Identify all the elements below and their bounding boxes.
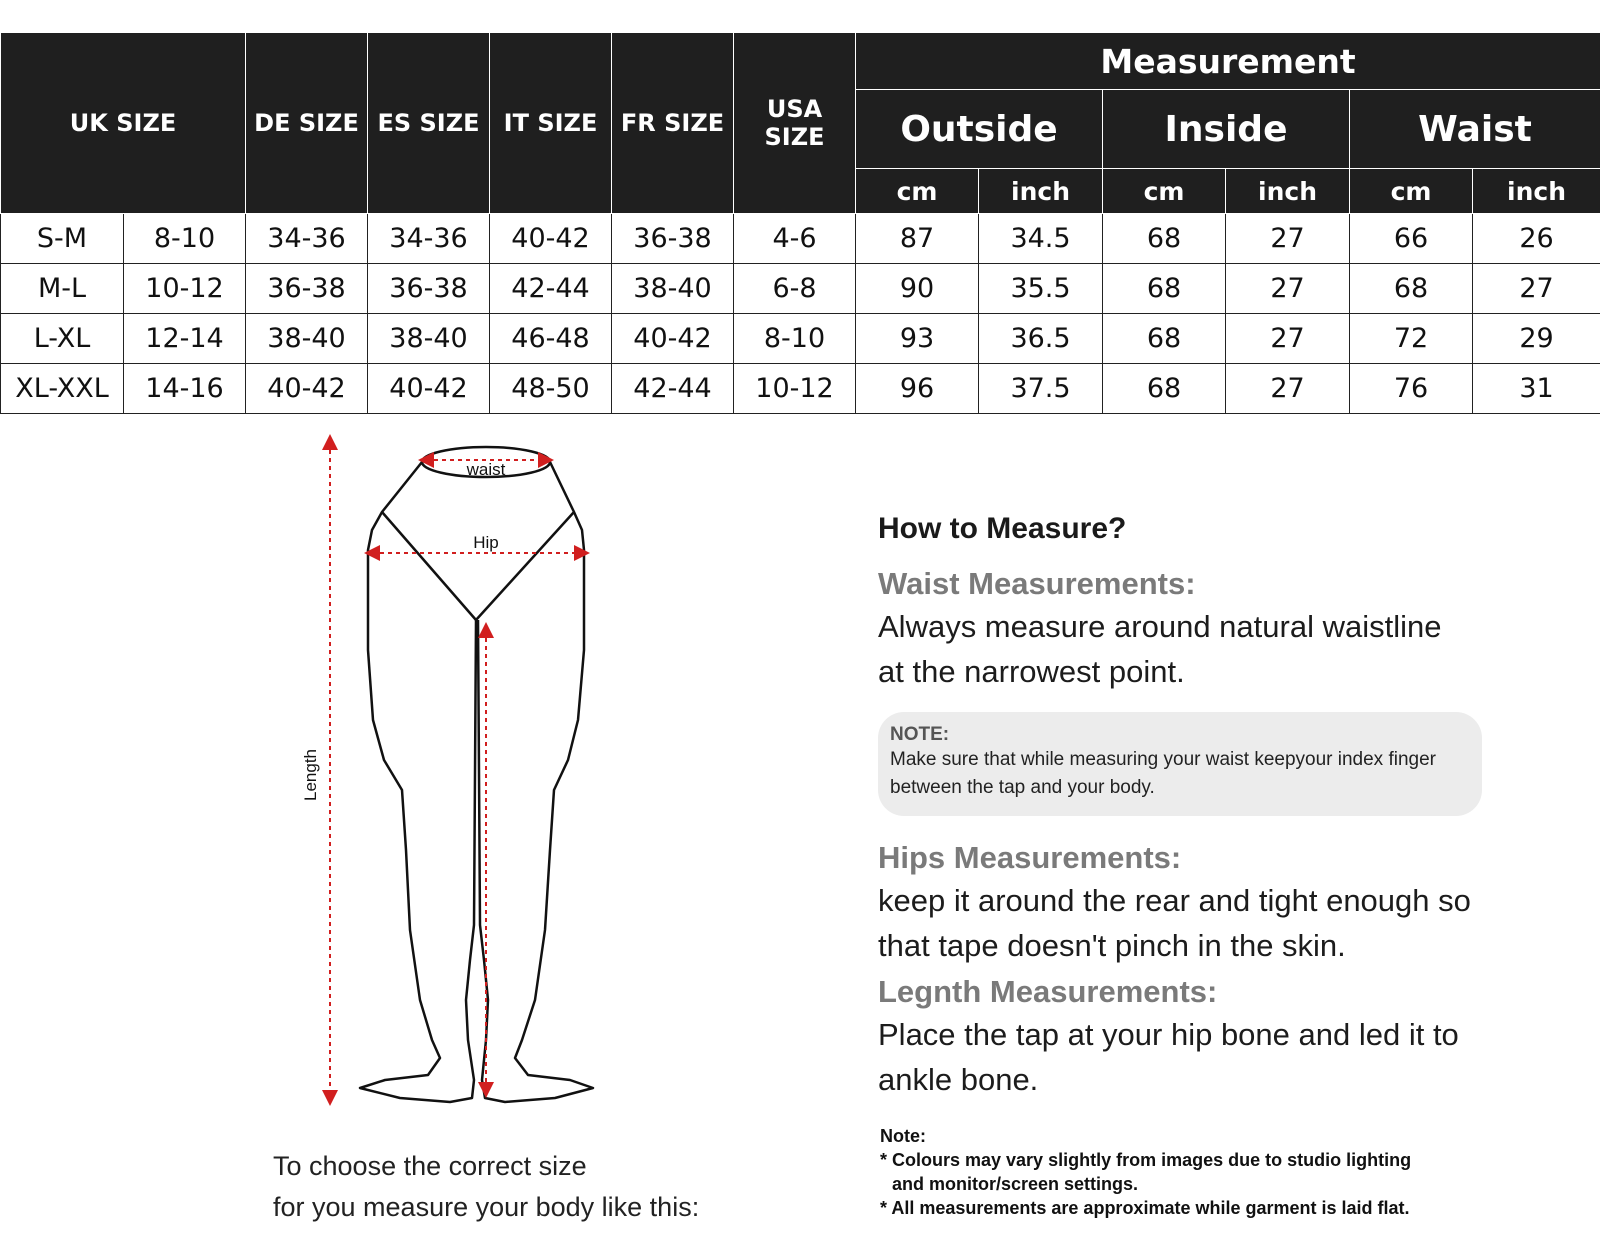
waist-header: Waist xyxy=(1350,90,1600,169)
it-size-cell: 48-50 xyxy=(490,364,612,414)
inside-cm-cell: 68 xyxy=(1103,264,1226,314)
diagram-caption xyxy=(273,1146,699,1228)
fr-size-cell: 42-44 xyxy=(612,364,734,414)
waist-inch-header: inch xyxy=(1473,169,1600,214)
hips-measurements-line-2: that tape doesn't pinch in the skin. xyxy=(878,928,1346,963)
it-size-cell: 42-44 xyxy=(490,264,612,314)
outside-inch-cell: 35.5 xyxy=(979,264,1103,314)
waist-inch-cell: 29 xyxy=(1473,314,1600,364)
size-rows xyxy=(1,214,1600,414)
caption-line-1: To choose the correct size xyxy=(273,1151,587,1181)
inside-cm-cell: 68 xyxy=(1103,314,1226,364)
uk-size-cell: 14-16 xyxy=(124,364,246,414)
inside-cm-cell: 68 xyxy=(1103,364,1226,414)
size-row xyxy=(1,364,1600,414)
fine-print-line-1: * Colours may vary slightly from images due to studio lighting xyxy=(880,1150,1412,1170)
uk-size-cell: 8-10 xyxy=(124,214,246,264)
uk-letter-cell: L-XL xyxy=(1,314,124,364)
inside-inch-cell: 27 xyxy=(1226,314,1350,364)
waist-cm-cell: 68 xyxy=(1350,264,1473,314)
uk-size-cell: 12-14 xyxy=(124,314,246,364)
inside-header: Inside xyxy=(1103,90,1350,169)
fine-print-heading: Note: xyxy=(880,1126,926,1146)
inside-inch-cell: 27 xyxy=(1226,364,1350,414)
it-size-cell: 46-48 xyxy=(490,314,612,364)
outside-cm-header: cm xyxy=(856,169,979,214)
uk-letter-cell: S-M xyxy=(1,214,124,264)
uk-size-header: UK SIZE xyxy=(1,33,246,214)
waist-cm-cell: 66 xyxy=(1350,214,1473,264)
note-line-2: between the tap and your body. xyxy=(890,777,1155,798)
length-measurements-line-2: ankle bone. xyxy=(878,1062,1039,1097)
usa-size-cell: 6-8 xyxy=(734,264,856,314)
waist-label: waist xyxy=(466,460,506,479)
note-heading: NOTE: xyxy=(890,724,950,745)
outside-header: Outside xyxy=(856,90,1103,169)
waist-inch-cell: 27 xyxy=(1473,264,1600,314)
waist-cm-cell: 76 xyxy=(1350,364,1473,414)
length-measurements-line-1: Place the tap at your hip bone and led it to xyxy=(878,1017,1459,1052)
length-label: Length xyxy=(301,749,320,801)
es-size-header: ES SIZE xyxy=(368,33,490,214)
uk-size-cell: 10-12 xyxy=(124,264,246,314)
es-size-cell: 40-42 xyxy=(368,364,490,414)
length-measurements-heading: Legnth Measurements: xyxy=(878,974,1218,1009)
size-chart-table xyxy=(0,32,1600,414)
fr-size-cell: 36-38 xyxy=(612,214,734,264)
usa-size-cell: 4-6 xyxy=(734,214,856,264)
es-size-cell: 38-40 xyxy=(368,314,490,364)
measurement-header: Measurement xyxy=(856,33,1600,90)
waist-measurements-line-1: Always measure around natural waistline xyxy=(878,609,1442,644)
leggings-diagram xyxy=(260,430,660,1130)
fine-print-line-2: and monitor/screen settings. xyxy=(892,1174,1139,1194)
uk-letter-cell: M-L xyxy=(1,264,124,314)
fr-size-header: FR SIZE xyxy=(612,33,734,214)
es-size-cell: 36-38 xyxy=(368,264,490,314)
inside-cm-header: cm xyxy=(1103,169,1226,214)
inside-cm-cell: 68 xyxy=(1103,214,1226,264)
de-size-header: DE SIZE xyxy=(246,33,368,214)
waist-inch-cell: 26 xyxy=(1473,214,1600,264)
waist-note-box xyxy=(878,712,1482,816)
usa-size-header: USA SIZE xyxy=(734,33,856,214)
es-size-cell: 34-36 xyxy=(368,214,490,264)
inside-inch-cell: 27 xyxy=(1226,214,1350,264)
uk-letter-cell: XL-XXL xyxy=(1,364,124,414)
waist-cm-cell: 72 xyxy=(1350,314,1473,364)
waist-measurements-heading: Waist Measurements: xyxy=(878,566,1196,601)
de-size-cell: 36-38 xyxy=(246,264,368,314)
fr-size-cell: 38-40 xyxy=(612,264,734,314)
it-size-header: IT SIZE xyxy=(490,33,612,214)
hip-label: Hip xyxy=(473,533,499,552)
size-row xyxy=(1,214,1600,264)
de-size-cell: 34-36 xyxy=(246,214,368,264)
outside-cm-cell: 96 xyxy=(856,364,979,414)
outside-cm-cell: 90 xyxy=(856,264,979,314)
fine-print-line-3: * All measurements are approximate while garment is laid flat. xyxy=(880,1198,1410,1218)
waist-measurements-line-2: at the narrowest point. xyxy=(878,654,1185,689)
inside-inch-header: inch xyxy=(1226,169,1350,214)
size-row xyxy=(1,264,1600,314)
waist-cm-header: cm xyxy=(1350,169,1473,214)
inside-inch-cell: 27 xyxy=(1226,264,1350,314)
de-size-cell: 40-42 xyxy=(246,364,368,414)
how-to-measure xyxy=(878,512,1578,1102)
outside-inch-cell: 34.5 xyxy=(979,214,1103,264)
outside-inch-header: inch xyxy=(979,169,1103,214)
hips-measurements-heading: Hips Measurements: xyxy=(878,840,1182,875)
outside-cm-cell: 87 xyxy=(856,214,979,264)
outside-cm-cell: 93 xyxy=(856,314,979,364)
fine-print xyxy=(880,1124,1580,1220)
caption-line-2: for you measure your body like this: xyxy=(273,1192,700,1222)
note-line-1: Make sure that while measuring your waist keepyour index finger xyxy=(890,749,1436,770)
waist-inch-cell: 31 xyxy=(1473,364,1600,414)
usa-size-cell: 8-10 xyxy=(734,314,856,364)
outside-inch-cell: 37.5 xyxy=(979,364,1103,414)
size-row xyxy=(1,314,1600,364)
usa-size-cell: 10-12 xyxy=(734,364,856,414)
hips-measurements-line-1: keep it around the rear and tight enough so xyxy=(878,883,1471,918)
it-size-cell: 40-42 xyxy=(490,214,612,264)
outside-inch-cell: 36.5 xyxy=(979,314,1103,364)
how-to-measure-title: How to Measure? xyxy=(878,512,1127,545)
de-size-cell: 38-40 xyxy=(246,314,368,364)
fr-size-cell: 40-42 xyxy=(612,314,734,364)
